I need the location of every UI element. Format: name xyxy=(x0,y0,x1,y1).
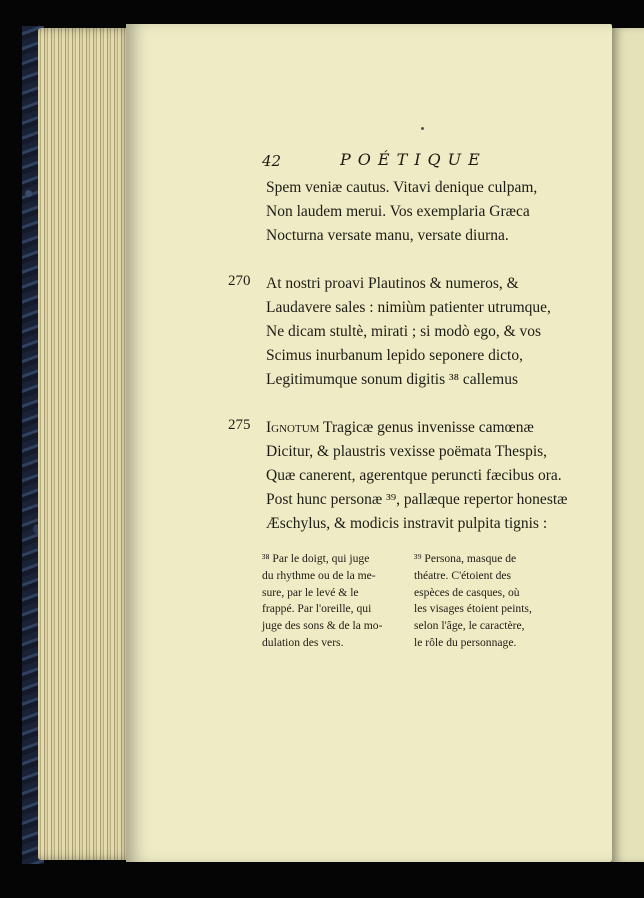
page-number: 42 xyxy=(262,152,282,170)
verse-line: Quæ canerent, agerentque peruncti fæcibus ora. xyxy=(266,467,562,484)
footnote-line: les visages étoient peints, xyxy=(414,602,532,616)
verse-line: Dicitur, & plaustris vexisse poëmata Thespis, xyxy=(266,443,548,460)
verse-line: Legitimumque sonum digitis ³⁸ callemus xyxy=(266,371,518,388)
running-head xyxy=(262,150,502,174)
footnote-line: sure, par le levé & le xyxy=(262,585,359,599)
verse-line: Nocturna versate manu, versate diurna. xyxy=(266,227,509,244)
footnote-line: dulation des vers. xyxy=(262,635,344,649)
footnote-line: théatre. C'étoient des xyxy=(414,568,512,582)
footnote-39 xyxy=(414,551,548,652)
verse-line: Ne dicam stultè, mirati ; si modò ego, & vos xyxy=(266,323,542,340)
verse-line: Spem veniæ cautus. Vitavi denique culpam, xyxy=(266,179,538,196)
line-number-270: 270 xyxy=(228,273,251,289)
footnote-line: ³⁸ Par le doigt, qui juge xyxy=(262,552,370,565)
verse-line: At nostri proavi Plautinos & numeros, & xyxy=(266,275,519,292)
verse-line xyxy=(266,416,568,440)
verse-block-270 xyxy=(266,272,551,392)
facing-page-edge xyxy=(612,28,644,862)
verse-line: Non laudem merui. Vos exemplaria Græca xyxy=(266,203,530,220)
footnote-38 xyxy=(262,551,396,652)
footnote-line: selon l'âge, le caractère, xyxy=(414,619,525,633)
verse-line: Laudavere sales : nimiùm patienter utrumque, xyxy=(266,299,551,316)
footnote-line: juge des sons & de la mo- xyxy=(262,619,383,633)
verse-line: Æschylus, & modicis instravit pulpita tignis : xyxy=(266,515,548,532)
footnote-line: du rhythme ou de la me- xyxy=(262,568,376,582)
footnote-line: ³⁹ Persona, masque de xyxy=(414,552,517,565)
verse-block-275 xyxy=(266,416,568,536)
initial-word: Ignotum xyxy=(266,419,320,436)
footnote-line: frappé. Par l'oreille, qui xyxy=(262,602,372,616)
verse-line: Scimus inurbanum lepido seponere dicto, xyxy=(266,347,523,364)
page-title: POÉTIQUE xyxy=(340,150,487,169)
paper-speck xyxy=(421,127,424,130)
line-number-275: 275 xyxy=(228,417,251,433)
verse-line: Post hunc personæ ³⁹, pallæque repertor honestæ xyxy=(266,491,568,508)
footnote-line: espèces de casques, où xyxy=(414,585,520,599)
footnote-line: le rôle du personnage. xyxy=(414,635,517,649)
verse-text: Tragicæ genus invenisse camœnæ xyxy=(319,419,534,436)
page-stack-edges xyxy=(38,28,134,860)
verse-block-top xyxy=(266,176,537,248)
